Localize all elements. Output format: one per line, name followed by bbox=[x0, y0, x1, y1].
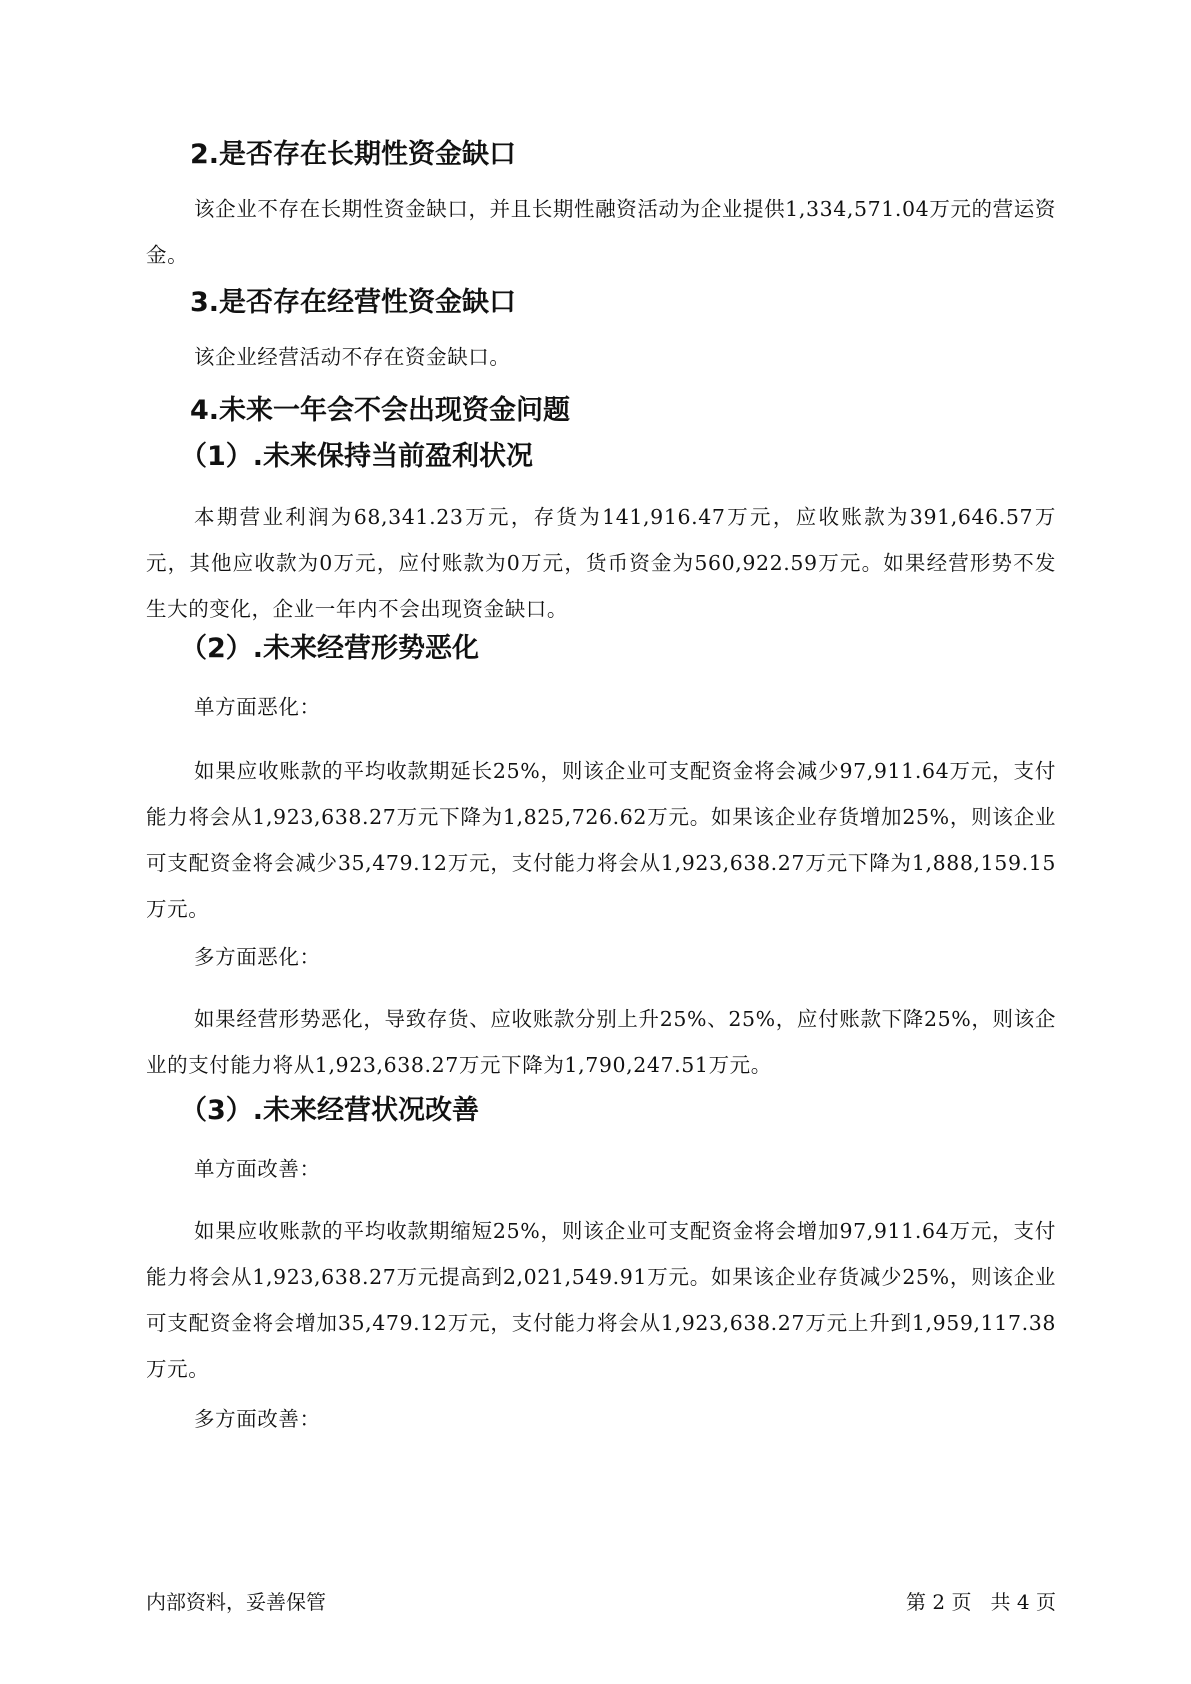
subsection-heading: （2）.未来经营形势恶化 bbox=[180, 633, 480, 664]
subsection-2-multi-body bbox=[146, 996, 1056, 1088]
subsection-2-single-body bbox=[146, 748, 1056, 932]
paragraph: 如果应收账款的平均收款期缩短25%，则该企业可支配资金将会增加97,911.64万元，支付能力将会从1,923,638.27万元提高到2,021,549.91万元。如果该企业存货减少25%，则该企业可支配资金将会增加35,479.12万元，支付能力将会从1,923,638.27万元上升到1,959,117.38万元。 bbox=[146, 1219, 1056, 1381]
paragraph-label: 多方面恶化： bbox=[194, 945, 321, 969]
subsection-2 bbox=[146, 632, 1056, 666]
subsection-heading: （1）.未来保持当前盈利状况 bbox=[180, 441, 534, 472]
paragraph: 本期营业利润为68,341.23万元，存货为141,916.47万元，应收账款为391,646.57万元，其他应收款为0万元，应付账款为0万元，货币资金为560,922.59万元。如果经营形势不发生大的变化，企业一年内不会出现资金缺口。 bbox=[146, 505, 1056, 621]
paragraph-label: 单方面改善： bbox=[194, 1157, 321, 1181]
page-footer bbox=[146, 1588, 1056, 1616]
subsection-3 bbox=[146, 1094, 1056, 1128]
section-heading: 2.是否存在长期性资金缺口 bbox=[190, 139, 517, 170]
paragraph: 该企业不存在长期性资金缺口，并且长期性融资活动为企业提供1,334,571.04万元的营运资金。 bbox=[146, 197, 1056, 267]
paragraph: 该企业经营活动不存在资金缺口。 bbox=[194, 345, 511, 369]
subsection-2-single bbox=[146, 684, 1056, 730]
page-number: 第 2 页 共 4 页 bbox=[906, 1590, 1056, 1614]
footer-note: 内部资料，妥善保管 bbox=[146, 1590, 326, 1614]
section-heading: 3.是否存在经营性资金缺口 bbox=[190, 287, 517, 318]
section-2-body bbox=[146, 186, 1056, 278]
paragraph-label: 多方面改善： bbox=[194, 1407, 321, 1431]
subsection-1 bbox=[146, 440, 1056, 474]
subsection-1-body bbox=[146, 494, 1056, 632]
paragraph: 如果经营形势恶化，导致存货、应收账款分别上升25%、25%，应付账款下降25%，则该企业的支付能力将从1,923,638.27万元下降为1,790,247.51万元。 bbox=[146, 1007, 1056, 1077]
paragraph-label: 单方面恶化： bbox=[194, 695, 321, 719]
subsection-3-single-body bbox=[146, 1208, 1056, 1392]
section-3-body bbox=[146, 334, 1056, 380]
section-3 bbox=[146, 286, 1056, 320]
subsection-3-multi bbox=[146, 1396, 1056, 1442]
subsection-3-single bbox=[146, 1146, 1056, 1192]
section-2 bbox=[146, 138, 1056, 172]
subsection-2-multi bbox=[146, 934, 1056, 980]
section-heading: 4.未来一年会不会出现资金问题 bbox=[190, 395, 571, 426]
paragraph: 如果应收账款的平均收款期延长25%，则该企业可支配资金将会减少97,911.64万元，支付能力将会从1,923,638.27万元下降为1,825,726.62万元。如果该企业存货增加25%，则该企业可支配资金将会减少35,479.12万元，支付能力将会从1,923,638.27万元下降为1,888,159.15万元。 bbox=[146, 759, 1056, 921]
subsection-heading: （3）.未来经营状况改善 bbox=[180, 1095, 480, 1126]
section-4 bbox=[146, 394, 1056, 428]
